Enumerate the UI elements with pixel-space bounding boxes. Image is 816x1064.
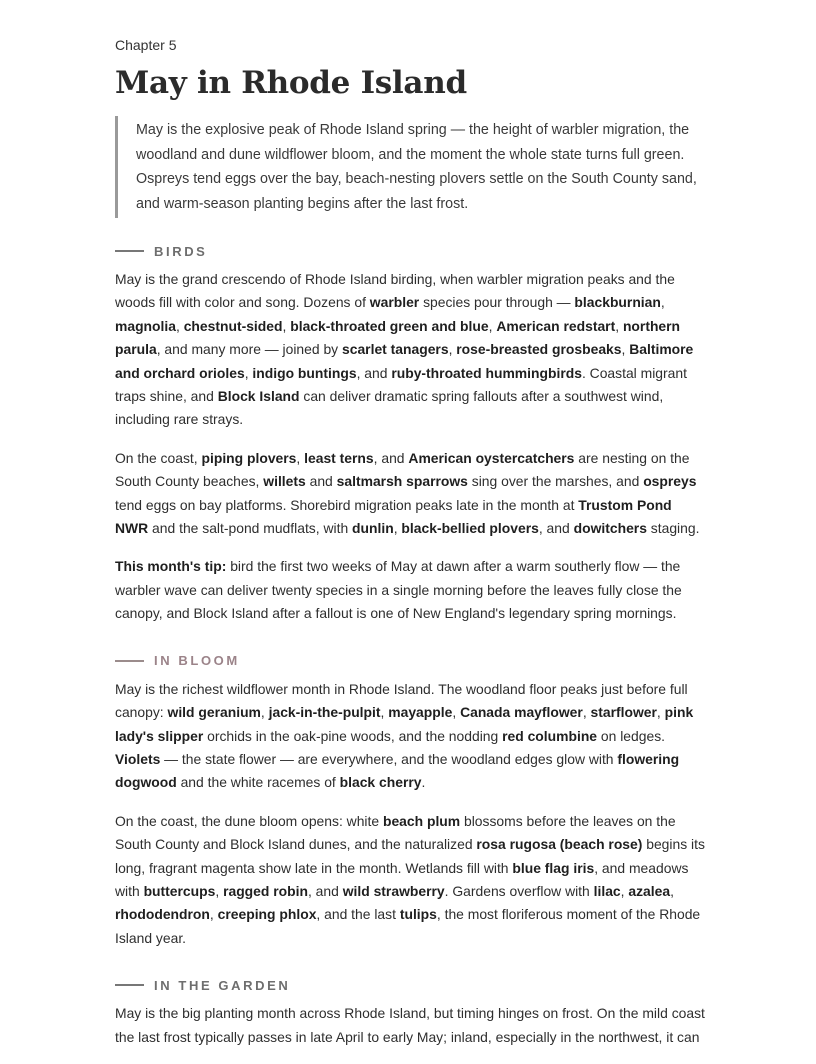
highlighted-term: black-throated green and blue — [290, 317, 489, 334]
highlighted-term: ospreys — [643, 473, 697, 490]
highlighted-term: dunlin — [352, 520, 394, 537]
section-heading-label: BIRDS — [154, 243, 208, 259]
section-heading — [115, 242, 705, 260]
highlighted-term: pink lady's slipper — [115, 704, 694, 744]
highlighted-term: mayapple — [388, 704, 453, 721]
highlighted-term: Violets — [115, 750, 161, 767]
highlighted-term: Block Island — [217, 388, 300, 405]
highlighted-term: azalea — [628, 882, 671, 899]
highlighted-term: willets — [263, 473, 306, 490]
section-heading-label: IN THE GARDEN — [154, 977, 291, 993]
highlighted-term: wild strawberry — [342, 882, 445, 899]
section-in-bloom — [115, 652, 705, 950]
highlighted-term: wild geranium — [167, 704, 261, 721]
highlighted-term: jack-in-the-pulpit — [268, 704, 381, 721]
highlighted-term: Canada mayflower — [460, 704, 583, 721]
section-heading — [115, 652, 705, 670]
highlighted-term: beach plum — [382, 812, 461, 829]
highlighted-term: northern parula — [115, 317, 681, 358]
highlighted-term: piping plovers — [201, 449, 297, 466]
highlighted-term: lilac — [593, 882, 621, 899]
section-heading — [115, 976, 705, 994]
highlighted-term: magnolia — [115, 317, 176, 334]
section-birds — [115, 242, 705, 626]
heading-rule — [115, 660, 144, 662]
highlighted-term: flowering dogwood — [115, 750, 680, 791]
highlighted-term: This month's tip: — [115, 558, 227, 575]
chapter-label: Chapter 5 — [115, 37, 177, 53]
highlighted-term: least terns — [304, 449, 374, 466]
page-title: May in Rhode Island — [115, 65, 467, 101]
highlighted-term: scarlet tanagers — [342, 341, 449, 358]
section-in-the-garden — [115, 976, 705, 1049]
paragraph: On the coast, piping plovers, least terns, and American oystercatchers are nesting on the South County beaches, willets and saltmarsh sparrows sing over the marshes, and ospreys tend eggs on bay platforms. Shorebird migration peaks late in the month at Trustom Pond NWR and the salt-pond mudflats, with dunlin, black-bellied plovers, and dowitchers staging. — [115, 449, 700, 537]
highlighted-term: red columbine — [502, 727, 598, 744]
document-body — [115, 36, 705, 1064]
highlighted-term: buttercups — [143, 882, 216, 899]
highlighted-term: dowitchers — [573, 520, 647, 537]
highlighted-term: starflower — [590, 704, 657, 721]
intro-callout: May is the explosive peak of Rhode Island spring — the height of warbler migration, the woodland and dune wildflower bloom, and the moment the whole state turns full green. Ospreys tend eggs over the bay, beach-nesting plovers settle on the South County sand, and warm-season planting begins after the last frost. — [115, 116, 705, 218]
paragraph: This month's tip: bird the first two weeks of May at dawn after a warm southerly flow — the warbler wave can deliver twenty species in a single morning before the leaves fully close the canopy, and Block Island after a fallout is one of New England's legendary spring mornings. — [115, 558, 682, 622]
section-heading-label: IN BLOOM — [154, 653, 240, 669]
highlighted-term: creeping phlox — [217, 906, 317, 923]
heading-rule — [115, 250, 144, 252]
paragraph: May is the richest wildflower month in Rhode Island. The woodland floor peaks just before full canopy: wild geranium, jack-in-the-pulpit, mayapple, Canada mayflower, starflower, pink lady's slipper orchids in the oak-pine woods, and the nodding red columbine on ledges. Violets — the state flower — are everywhere, and the woodland edges glow with flowering dogwood and the white racemes of black cherry. — [115, 680, 694, 791]
heading-rule — [115, 984, 144, 986]
highlighted-term: saltmarsh sparrows — [336, 473, 468, 490]
highlighted-term: Trustom Pond NWR — [115, 496, 672, 537]
highlighted-term: rosa rugosa (beach rose) — [476, 836, 643, 853]
paragraph: May is the grand crescendo of Rhode Island birding, when warbler migration peaks and the woods fill with color and song. Dozens of warbler species pour through — blackburnian, magnolia, chestnut-sided, black-throated green and blue, American redstart, northern parula, and many more — joined by scarlet tanagers, rose-breasted grosbeaks, Baltimore and orchard orioles, indigo buntings, and ruby-throated hummingbirds. Coastal migrant traps shine, and Block Island can deliver dramatic spring fallouts after a southwest wind, including rare strays. — [115, 271, 694, 428]
paragraph: On the coast, the dune bloom opens: white beach plum blossoms before the leaves on the South County and Block Island dunes, and the naturalized rosa rugosa (beach rose) begins its long, fragrant magenta show late in the month. Wetlands fill with blue flag iris, and meadows with buttercups, ragged robin, and wild strawberry. Gardens overflow with lilac, azalea, rhododendron, creeping phlox, and the last tulips, the most floriferous moment of the Rhode Island year. — [115, 812, 705, 946]
highlighted-term: American redstart — [496, 317, 616, 334]
highlighted-term: Baltimore and orchard orioles — [115, 341, 694, 381]
highlighted-term: American oystercatchers — [408, 449, 575, 466]
highlighted-term: black cherry — [339, 774, 422, 791]
highlighted-term: blackburnian — [574, 294, 661, 311]
highlighted-term: rhododendron — [115, 906, 210, 923]
highlighted-term: rose-breasted grosbeaks — [456, 341, 622, 358]
highlighted-term: ruby-throated hummingbirds — [391, 364, 582, 381]
highlighted-term: tulips — [399, 906, 437, 923]
highlighted-term: warbler — [369, 294, 420, 311]
highlighted-term: chestnut-sided — [183, 317, 283, 334]
highlighted-term: ragged robin — [223, 882, 308, 899]
highlighted-term: indigo buntings — [252, 364, 357, 381]
highlighted-term: black-bellied plovers — [401, 520, 539, 537]
paragraph: May is the big planting month across Rhode Island, but timing hinges on frost. On the mild coast the last frost typically passes in late April to early May; inland, especially in the northwest, it can — [115, 1005, 705, 1045]
highlighted-term: blue flag iris — [512, 859, 595, 876]
